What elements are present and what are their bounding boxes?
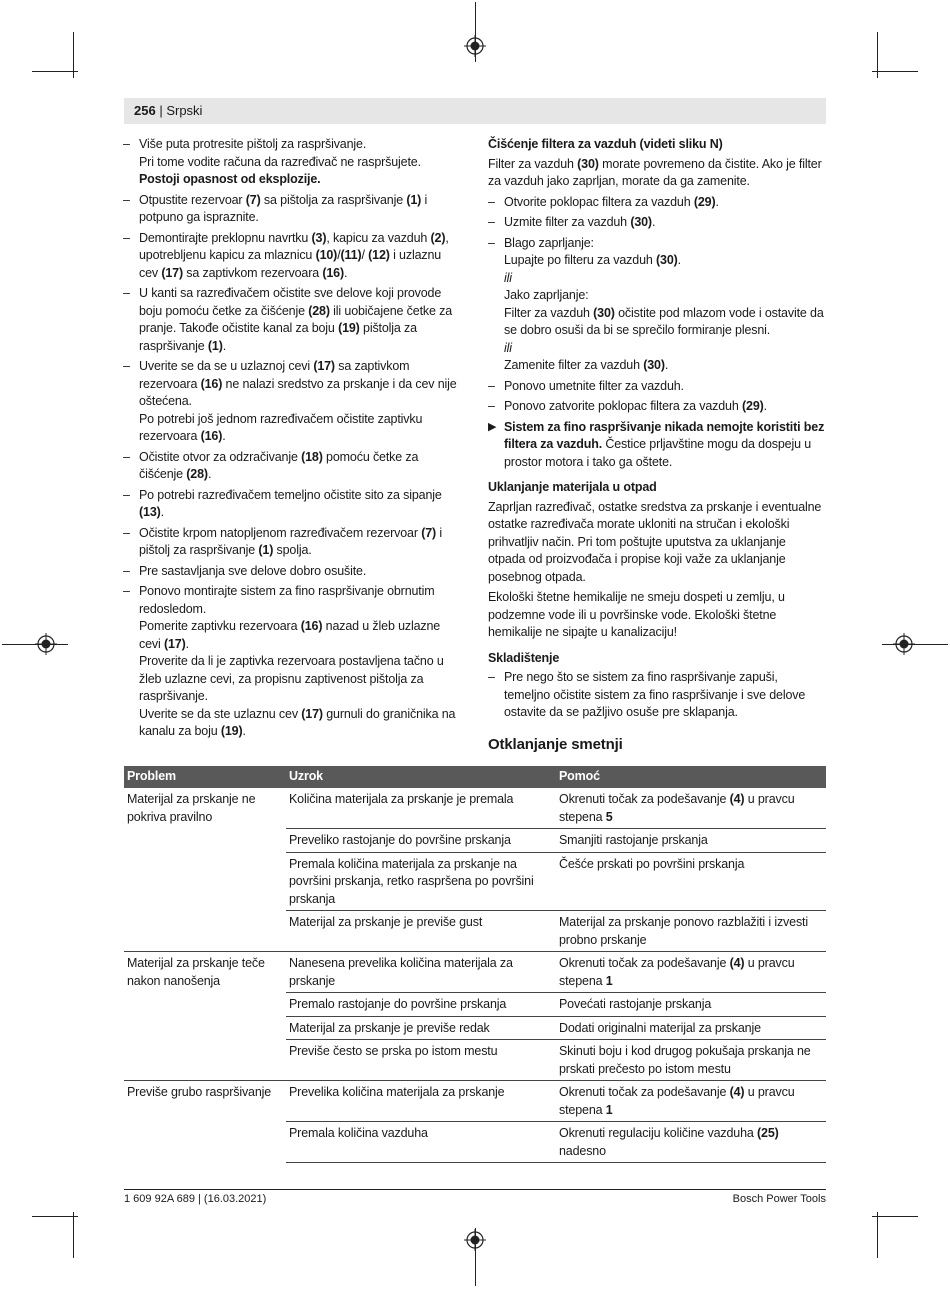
cleaning-step-line xyxy=(139,171,461,189)
bold-text: (7) xyxy=(421,525,437,540)
crop-mark xyxy=(877,1212,878,1258)
cleaning-step-line: Pomerite zaptivku rezervoara (16) nazad u žleb uzlazne cevi (17). xyxy=(139,619,441,651)
disposal-paragraph: Zaprljan razređivač, ostatke sredstva za prskanje i eventualne ostatke razređivača morate ukloniti na stručan i ekološki prihvatljiv način. Pri tom poštujte uputstva za uklanjanje otpada od proizvođača i propise koji važe za uklanjanje posebnog otpada. xyxy=(488,499,822,584)
cause-cell: Količina materijala za prskanje je premala xyxy=(286,788,556,829)
problem-cell: Materijal za prskanje teče nakon nanošenja xyxy=(124,952,286,1081)
bold-text: (28) xyxy=(186,467,208,481)
cleaning-step-item xyxy=(123,136,461,189)
header-text: 256 | Srpski xyxy=(134,103,203,118)
bold-text: 1 xyxy=(605,1102,613,1117)
remedy-cell: Smanjiti rastojanje prskanja xyxy=(556,829,826,853)
filter-step-line: – Otvorite poklopac filtera za vazduh (29). xyxy=(504,194,719,209)
bold-text: (1) xyxy=(406,192,422,207)
bold-text: (29) xyxy=(742,399,764,413)
filter-step-line: – Uzmite filter za vazduh (30). xyxy=(504,215,656,229)
cleaning-step-line: – Više puta protresite pištolj za raspršivanje. xyxy=(139,137,367,151)
disposal-paragraph: Ekološki štetne hemikalije ne smeju dospeti u zemlju, u podzemne vode ili u površinske vode. Ekološki štetne hemikalije ne sipajte u kanalizaciju! xyxy=(488,590,785,639)
cause-cell: Premalo rastojanje do površine prskanja xyxy=(286,993,556,1017)
table-header-row xyxy=(124,766,826,788)
cleaning-step-item xyxy=(123,449,461,484)
table-row xyxy=(124,788,826,829)
bold-text: (12) xyxy=(368,248,390,262)
filter-step-line xyxy=(504,270,826,288)
bold-text: (10) xyxy=(315,248,338,262)
crop-mark xyxy=(882,644,948,645)
table-row xyxy=(124,1081,826,1122)
cleaning-step-line: – Demontirajte preklopnu navrtku (3), kapicu za vazduh (2), upotrebljenu kapicu za mlaznicu (10)/(11)/ (12) i uzlaznu cev (17) sa zaptivkom rezervoara (16). xyxy=(139,230,449,280)
left-column xyxy=(123,136,461,744)
remedy-cell: Okrenuti točak za podešavanje (4) u pravcu stepena 1 xyxy=(556,952,826,993)
bold-text: (30) xyxy=(630,215,652,229)
filter-step-line: – Blago zaprljanje: xyxy=(504,235,594,250)
storage-step-item xyxy=(488,669,826,722)
brand-name: Bosch Power Tools xyxy=(732,1193,826,1205)
remedy-cell: Okrenuti točak za podešavanje (4) u pravcu stepena 1 xyxy=(556,1081,826,1122)
bold-text: (17) xyxy=(313,359,335,373)
registration-mark-icon xyxy=(464,35,486,57)
filter-step-line: – Ponovo zatvorite poklopac filtera za vazduh (29). xyxy=(504,399,767,413)
filter-step-item xyxy=(488,398,826,416)
problem-cell: Previše grubo raspršivanje xyxy=(127,1085,272,1099)
remedy-cell: Materijal za prskanje ponovo razblažiti i izvesti probno prskanje xyxy=(556,911,826,952)
bold-text: (18) xyxy=(301,449,323,464)
cause-cell: Premala količina materijala za prskanje na površini prskanja, retko raspršena po površini prskanja xyxy=(286,852,556,911)
cause-cell: Materijal za prskanje je previše redak xyxy=(286,1016,556,1040)
filter-step-item xyxy=(488,194,826,212)
crop-mark xyxy=(872,71,918,72)
page-number: 256 xyxy=(134,103,156,118)
registration-mark-icon xyxy=(35,633,57,655)
table-row xyxy=(124,952,826,993)
document-number: 1 609 92A 689 | (16.03.2021) xyxy=(124,1193,267,1205)
bold-text: (13) xyxy=(139,505,161,519)
bold-text: (17) xyxy=(163,636,186,651)
bold-text: (16) xyxy=(300,619,323,633)
bold-text: Sistem za fino raspršivanje nikada nemojte koristiti bez filtera za vazduh. xyxy=(504,419,825,451)
bold-text: (16) xyxy=(200,376,223,391)
cleaning-step-line: – Po potrebi razređivačem temeljno očistite sito za sipanje (13). xyxy=(139,487,442,519)
cleaning-step-line: Po potrebi još jednom razređivačem očistite zaptivku rezervoara (16). xyxy=(139,411,423,443)
bold-text: (3) xyxy=(311,230,327,245)
bold-text: (30) xyxy=(593,305,615,320)
bold-text: (16) xyxy=(322,265,344,280)
bold-text: (30) xyxy=(577,156,599,171)
cleaning-step-item xyxy=(123,230,461,283)
filter-heading: Čišćenje filtera za vazduh (videti sliku N) xyxy=(488,137,723,151)
remedy-cell: Dodati originalni materijal za prskanje xyxy=(556,1016,826,1040)
bold-text: Postoji opasnost od eksplozije. xyxy=(139,172,321,186)
cleaning-step-item xyxy=(123,192,461,227)
storage-heading: Skladištenje xyxy=(488,650,560,665)
column-header-cause: Uzrok xyxy=(286,766,556,788)
page-header xyxy=(124,98,826,124)
bold-text: (4) xyxy=(729,956,745,970)
bold-text: (30) xyxy=(643,358,665,372)
filter-step-line: Zamenite filter za vazduh (30). xyxy=(504,358,669,372)
problem-cell: Materijal za prskanje ne pokriva pravilno xyxy=(124,788,286,952)
bold-text: (19) xyxy=(220,724,243,738)
bold-text: (19) xyxy=(338,321,360,335)
cleaning-step-line: – Očistite otvor za odzračivanje (18) pomoću četke za čišćenje (28). xyxy=(139,449,419,481)
bold-text: (11) xyxy=(340,248,362,262)
registration-mark-icon xyxy=(893,633,915,655)
filter-step-line xyxy=(504,340,826,358)
crop-mark xyxy=(872,1216,918,1217)
cleaning-step-line: – Otpustite rezervoar (7) sa pištolja za raspršivanje (1) i potpuno ga ispraznite. xyxy=(139,192,428,224)
warning-arrow-icon: ▶ xyxy=(488,420,497,433)
language-label: Srpski xyxy=(166,103,203,118)
cleaning-step-line: – Ponovo montirajte sistem za fino raspršivanje obrnutim redosledom. xyxy=(139,584,435,616)
bold-text: 1 xyxy=(605,973,613,988)
filter-steps-list xyxy=(488,194,826,416)
storage-steps-list xyxy=(488,669,826,722)
italic-text: ili xyxy=(504,340,512,355)
cleaning-step-line: – Očistite krpom natopljenom razređivačem rezervoar (7) i pištolj za raspršivanje (1) spolja. xyxy=(139,525,442,557)
crop-mark xyxy=(73,1212,74,1258)
filter-step-line: Filter za vazduh (30) očistite pod mlazom vode i ostavite da se dobro osuši da bi se sprečilo formiranje plesni. xyxy=(504,305,824,337)
page-footer xyxy=(124,1189,826,1205)
remedy-cell: Okrenuti točak za podešavanje (4) u pravcu stepena 5 xyxy=(556,788,826,829)
troubleshooting-table xyxy=(124,766,826,1163)
warning-text: Sistem za fino raspršivanje nikada nemojte koristiti bez filtera za vazduh. Čestice prljavštine mogu da dospeju u prostor motora i tako ga oštete. xyxy=(504,419,825,469)
cleaning-step-line: – U kanti sa razređivačem očistite sve delove koji provode boju pomoću četke za čišćenje (28) ili uobičajene četke za pranje. Takođe očistite kanal za boju (19) pištolja za raspršivanje (1). xyxy=(139,286,453,353)
bold-text: 5 xyxy=(605,809,613,824)
filter-step-item xyxy=(488,235,826,375)
bold-text: (7) xyxy=(245,192,261,207)
troubleshooting-heading: Otklanjanje smetnji xyxy=(488,735,623,753)
remedy-cell: Povećati rastojanje prskanja xyxy=(556,993,826,1017)
cause-cell: Nanesena prevelika količina materijala za prskanje xyxy=(286,952,556,993)
crop-mark xyxy=(32,1216,78,1217)
cleaning-step-item xyxy=(123,487,461,522)
cleaning-steps-list xyxy=(123,136,461,741)
bold-text: (4) xyxy=(729,1085,745,1099)
crop-mark xyxy=(32,71,78,72)
column-header-problem: Problem xyxy=(124,766,286,788)
bold-text: (28) xyxy=(308,303,330,318)
cleaning-step-item xyxy=(123,285,461,355)
cause-cell: Premala količina vazduha xyxy=(286,1122,556,1163)
cleaning-step-item xyxy=(123,358,461,446)
cause-cell: Materijal za prskanje je previše gust xyxy=(286,911,556,952)
bold-text: (1) xyxy=(207,338,223,353)
filter-intro: Filter za vazduh (30) morate povremeno da čistite. Ako je filter za vazduh jako zaprljan, morate da ga zamenite. xyxy=(488,156,822,188)
filter-step-item xyxy=(488,378,826,396)
cleaning-step-line: Pri tome vodite računa da razređivač ne raspršujete. xyxy=(139,154,421,169)
table-body xyxy=(124,788,826,1163)
bold-text: (25) xyxy=(757,1126,779,1140)
cause-cell: Preveliko rastojanje do površine prskanja xyxy=(286,829,556,853)
cleaning-step-item xyxy=(123,525,461,560)
bold-text: (2) xyxy=(430,230,446,245)
remedy-cell: Okrenuti regulaciju količine vazduha (25) nadesno xyxy=(556,1122,826,1163)
filter-step-line: Lupajte po filteru za vazduh (30). xyxy=(504,253,681,267)
bold-text: (17) xyxy=(301,706,323,721)
column-header-remedy: Pomoć xyxy=(556,766,826,788)
cause-cell: Prevelika količina materijala za prskanje xyxy=(286,1081,556,1122)
bold-text: (17) xyxy=(161,265,183,280)
filter-step-item xyxy=(488,214,826,232)
disposal-heading: Uklanjanje materijala u otpad xyxy=(488,480,657,494)
italic-text: ili xyxy=(504,270,512,285)
right-column xyxy=(488,136,826,753)
cleaning-step-line: Uverite se da ste uzlaznu cev (17) gurnuli do graničnika na kanalu za boju (19). xyxy=(139,706,456,738)
storage-step-line: – Pre nego što se sistem za fino raspršivanje zapuši, temeljno očistite sistem za fino raspršivanje i sve delove ostavite da se pažljivo osuše pre sklapanja. xyxy=(504,670,806,719)
bold-text: (1) xyxy=(258,543,274,557)
remedy-cell: Češće prskati po površini prskanja xyxy=(556,852,826,911)
bold-text: (29) xyxy=(693,194,716,209)
cause-cell: Previše često se prska po istom mestu xyxy=(286,1040,556,1081)
cleaning-step-line: – Uverite se da se u uzlaznoj cevi (17) sa zaptivkom rezervoara (16) ne nalazi sredstvo za prskanje i da cev nije oštećena. xyxy=(139,359,457,408)
bold-text: (4) xyxy=(729,792,745,806)
bold-text: (16) xyxy=(200,429,223,443)
remedy-cell: Skinuti boju i kod drugog pokušaja prskanja ne prskati prečesto po istom mestu xyxy=(556,1040,826,1081)
bold-text: (30) xyxy=(656,253,678,267)
cleaning-step-item xyxy=(123,583,461,741)
filter-step-line: – Ponovo umetnite filter za vazduh. xyxy=(504,378,684,393)
filter-step-line: Jako zaprljanje: xyxy=(504,288,589,302)
cleaning-step-line: – Pre sastavljanja sve delove dobro osušite. xyxy=(139,563,367,578)
registration-mark-icon xyxy=(464,1229,486,1251)
cleaning-step-item xyxy=(123,563,461,581)
warning-item xyxy=(488,419,826,472)
cleaning-step-line: Proverite da li je zaptivka rezervoara postavljena tačno u žleb uzlazne cevi, za propisnu zaptivenost pištolja za raspršivanje. xyxy=(139,654,444,703)
